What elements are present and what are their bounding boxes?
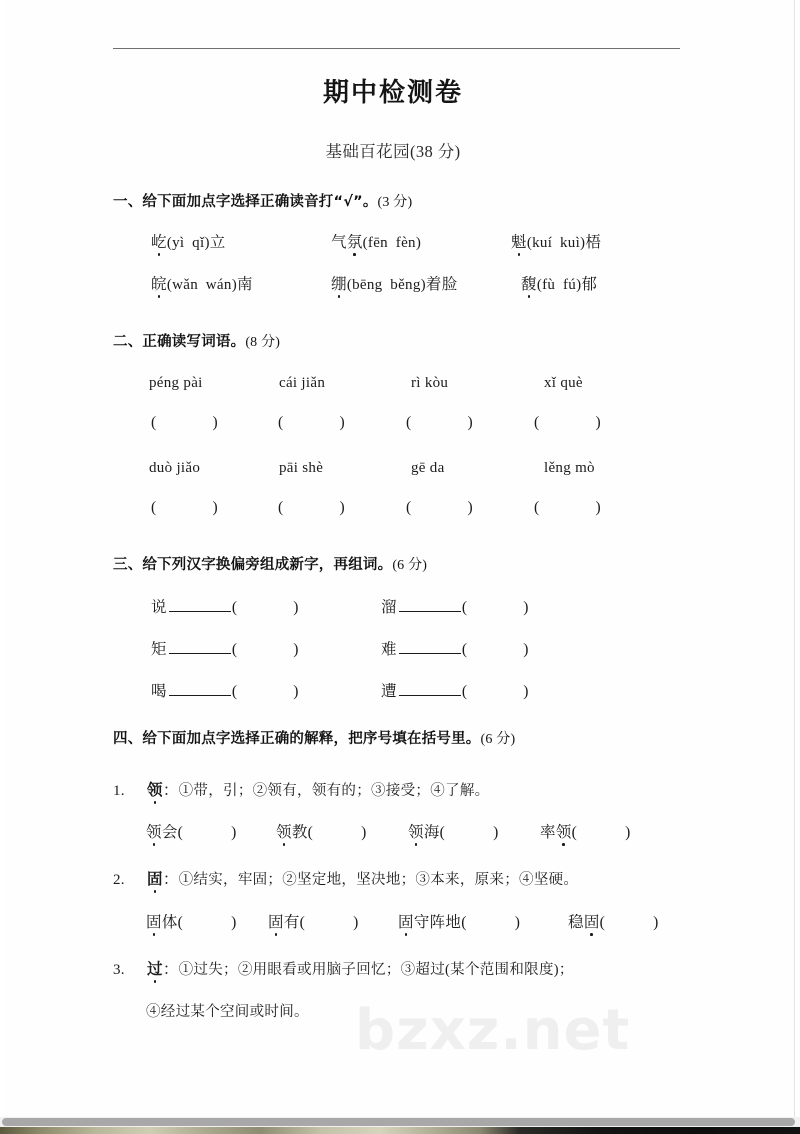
section-1-row-2	[151, 272, 597, 294]
paren-close: )	[212, 414, 218, 431]
paren-close: )	[467, 414, 473, 431]
meaning-blank[interactable]	[146, 910, 268, 932]
pinyin-word: duò jiǎo	[149, 460, 201, 476]
pron-choice-item[interactable]	[151, 230, 331, 252]
dotted-char: 领	[408, 820, 424, 842]
dotted-char: 领	[146, 820, 162, 842]
paren-open: (	[439, 824, 446, 841]
write-word-blank[interactable]	[534, 499, 601, 517]
section-4-item-3-definitions-line2	[146, 1000, 309, 1021]
paren-close: )	[293, 641, 299, 658]
pron-choice-item[interactable]	[331, 230, 511, 252]
pron-choice-item[interactable]	[511, 230, 601, 252]
section-4-item-3-definitions	[113, 957, 574, 979]
dotted-char: 皖	[151, 272, 167, 294]
dotted-char: 过	[147, 957, 163, 979]
paren-open: (	[307, 824, 314, 841]
paren-open: (	[406, 499, 412, 516]
dotted-char: 固	[147, 867, 163, 889]
dotted-char: 氛	[347, 230, 363, 252]
colon: ：	[162, 871, 179, 888]
paren-close: )	[339, 499, 345, 516]
write-word-blank[interactable]	[534, 414, 601, 432]
paren-open: (	[299, 914, 306, 931]
section-3-number: 三、	[113, 557, 143, 573]
radical-swap-item[interactable]	[151, 679, 381, 701]
section-4-title: 给下面加点字选择正确的解释，把序号填在括号里。	[142, 731, 481, 747]
word-suffix: 会	[161, 824, 178, 841]
section-2-number: 二、	[113, 334, 143, 350]
write-word-blank[interactable]	[151, 414, 278, 432]
word-prefix: 率	[540, 824, 556, 841]
base-char: 矩	[151, 641, 167, 658]
paren-close: )	[361, 824, 367, 841]
dotted-char: 固	[584, 910, 600, 932]
paren-close: )	[595, 499, 601, 516]
paren-close: )	[523, 641, 529, 658]
new-char-blank[interactable]	[399, 598, 461, 612]
paren-open: (	[278, 414, 284, 431]
section-4-points: (6 分)	[480, 732, 516, 747]
paren-open: (	[177, 914, 184, 931]
section-1-row-1	[151, 230, 601, 252]
paren-open: (	[151, 499, 157, 516]
meaning-blank[interactable]	[146, 820, 276, 842]
section-4-number: 四、	[113, 731, 143, 747]
dotted-char: 屹	[151, 230, 167, 252]
paren-close: )	[353, 914, 359, 931]
pinyin-word: gē da	[411, 460, 445, 476]
paren-open: (	[534, 499, 540, 516]
section-4-item-1-definitions	[113, 778, 489, 800]
paren-close: )	[514, 914, 521, 931]
pinyin-options: (fēn fèn)	[362, 235, 422, 251]
paren-close: )	[467, 499, 473, 516]
word-suffix: 体	[161, 914, 178, 931]
radical-swap-item[interactable]	[381, 595, 529, 617]
pinyin-options: (kuí kuì)	[526, 235, 586, 251]
pinyin-options: (yì qǐ)	[166, 235, 210, 251]
pinyin-options: (bēng běng)	[346, 277, 426, 293]
write-word-blank[interactable]	[406, 499, 534, 517]
section-2-answer-row-2	[151, 499, 601, 517]
meaning-blank[interactable]	[408, 820, 540, 842]
section-2-pinyin-row-1	[149, 375, 583, 392]
paren-close: )	[653, 914, 659, 931]
section-1-title: 给下面加点字选择正确读音打“√”。	[142, 194, 378, 210]
paren-open: (	[534, 414, 540, 431]
section-1-number: 一、	[113, 194, 143, 210]
base-char: 喝	[151, 683, 167, 700]
char-suffix: 郁	[581, 276, 598, 293]
section-1-points: (3 分)	[377, 195, 413, 210]
dotted-char: 馥	[521, 272, 537, 294]
write-word-blank[interactable]	[406, 414, 534, 432]
definition-list: ①结实，牢固；②坚定地，坚决地；③本来，原来；④坚硬。	[178, 872, 579, 888]
paren-open: (	[406, 414, 412, 431]
pinyin-word: pāi shè	[279, 460, 324, 476]
paren-open: (	[151, 414, 157, 431]
paren-close: )	[595, 414, 601, 431]
pron-choice-item[interactable]	[331, 272, 521, 294]
paren-open: (	[599, 914, 606, 931]
paren-open: (	[461, 683, 468, 700]
site-watermark: bzxz.net	[355, 998, 631, 1063]
document-page	[3, 0, 795, 1118]
pinyin-word: lěng mò	[544, 460, 595, 476]
meaning-blank[interactable]	[398, 910, 568, 932]
new-char-blank[interactable]	[169, 598, 231, 612]
paren-close: )	[231, 824, 237, 841]
item-index: 2.	[113, 872, 125, 888]
section-4-item-2-answers	[146, 910, 659, 932]
definition-list-continued: ④经过某个空间或时间。	[146, 1004, 309, 1020]
write-word-blank[interactable]	[151, 499, 278, 517]
section-2-points: (8 分)	[245, 335, 281, 350]
radical-swap-item[interactable]	[151, 637, 381, 659]
dotted-char: 固	[146, 910, 162, 932]
definition-list: ①带，引；②领有，领有的；③接受；④了解。	[178, 783, 490, 799]
section-heading-1	[113, 190, 412, 211]
radical-swap-item[interactable]	[381, 679, 529, 701]
meaning-blank[interactable]	[568, 910, 659, 932]
definition-list: ①过失；②用眼看或用脑子回忆；③超过(某个范围和限度)；	[178, 962, 574, 978]
paren-close: )	[493, 824, 499, 841]
pinyin-options: (fù fú)	[536, 277, 582, 293]
pinyin-word: cái jiǎn	[279, 375, 326, 391]
new-char-blank[interactable]	[399, 682, 461, 696]
paren-close: )	[293, 599, 299, 616]
section-heading-2	[113, 330, 280, 351]
colon: ：	[162, 782, 179, 799]
dotted-char: 固	[398, 910, 414, 932]
paren-close: )	[523, 683, 529, 700]
section-heading-4	[113, 727, 515, 748]
section-2-title: 正确读写词语。	[142, 334, 246, 350]
word-suffix: 守阵地	[413, 914, 462, 931]
word-suffix: 教	[291, 824, 308, 841]
paren-open: (	[461, 641, 468, 658]
radical-swap-item[interactable]	[381, 637, 529, 659]
pron-choice-item[interactable]	[151, 272, 331, 294]
paren-open: (	[571, 824, 578, 841]
page-title: 期中检测卷	[322, 78, 463, 108]
write-word-blank[interactable]	[278, 414, 406, 432]
paren-close: )	[231, 914, 237, 931]
word-prefix: 稳	[568, 914, 584, 931]
pinyin-word: péng pài	[149, 375, 203, 391]
new-char-blank[interactable]	[169, 640, 231, 654]
item-index: 3.	[113, 962, 125, 978]
paren-close: )	[339, 414, 345, 431]
section-3-points: (6 分)	[392, 558, 428, 573]
word-suffix: 海	[423, 824, 440, 841]
dotted-char: 魁	[511, 230, 527, 252]
pinyin-word: rì kòu	[411, 375, 449, 391]
base-char: 难	[381, 641, 397, 658]
horizontal-scrollbar-thumb[interactable]	[2, 1118, 795, 1126]
paren-open: (	[177, 824, 184, 841]
section-3-row-2	[151, 637, 529, 659]
paren-close: )	[212, 499, 218, 516]
base-char: 遭	[381, 683, 397, 700]
new-char-blank[interactable]	[169, 682, 231, 696]
colon: ：	[162, 961, 179, 978]
char-suffix: 南	[236, 276, 253, 293]
base-char: 溜	[381, 599, 397, 616]
meaning-blank[interactable]	[276, 820, 408, 842]
section-3-row-3	[151, 679, 529, 701]
pinyin-options: (wǎn wán)	[166, 277, 237, 293]
paren-close: )	[293, 683, 299, 700]
next-page-preview-strip	[0, 1127, 800, 1134]
paren-open: (	[461, 599, 468, 616]
dotted-char: 领	[147, 778, 163, 800]
section-heading-3	[113, 553, 427, 574]
item-index: 1.	[113, 783, 125, 799]
char-suffix: 梧	[585, 234, 602, 251]
section-3-title: 给下列汉字换偏旁组成新字，再组词。	[142, 557, 393, 573]
radical-swap-item[interactable]	[151, 595, 381, 617]
paren-close: )	[523, 599, 529, 616]
section-4-item-2-definitions	[113, 867, 578, 889]
base-char: 说	[151, 599, 167, 616]
section-2-pinyin-row-2	[149, 460, 595, 477]
char-prefix: 气	[331, 234, 347, 251]
pinyin-word: xǐ què	[544, 375, 583, 391]
pron-choice-item[interactable]	[521, 272, 597, 294]
char-suffix: 立	[209, 234, 226, 251]
paren-open: (	[231, 641, 238, 658]
char-suffix: 着脸	[425, 276, 458, 293]
meaning-blank[interactable]	[268, 910, 398, 932]
dotted-char: 领	[276, 820, 292, 842]
paren-open: (	[231, 599, 238, 616]
dotted-char: 绷	[331, 272, 347, 294]
header-rule	[113, 48, 680, 49]
meaning-blank[interactable]	[540, 820, 631, 842]
dotted-char: 领	[556, 820, 572, 842]
word-suffix: 有	[283, 914, 300, 931]
paren-open: (	[278, 499, 284, 516]
section-3-row-1	[151, 595, 529, 617]
new-char-blank[interactable]	[399, 640, 461, 654]
paren-open: (	[461, 914, 467, 931]
document-content	[3, 0, 795, 1118]
write-word-blank[interactable]	[278, 499, 406, 517]
section-4-item-1-answers	[146, 820, 631, 842]
page-subtitle: 基础百花园(38 分)	[325, 142, 461, 161]
paren-close: )	[625, 824, 631, 841]
dotted-char: 固	[268, 910, 284, 932]
paren-open: (	[231, 683, 238, 700]
section-2-answer-row-1	[151, 414, 601, 432]
